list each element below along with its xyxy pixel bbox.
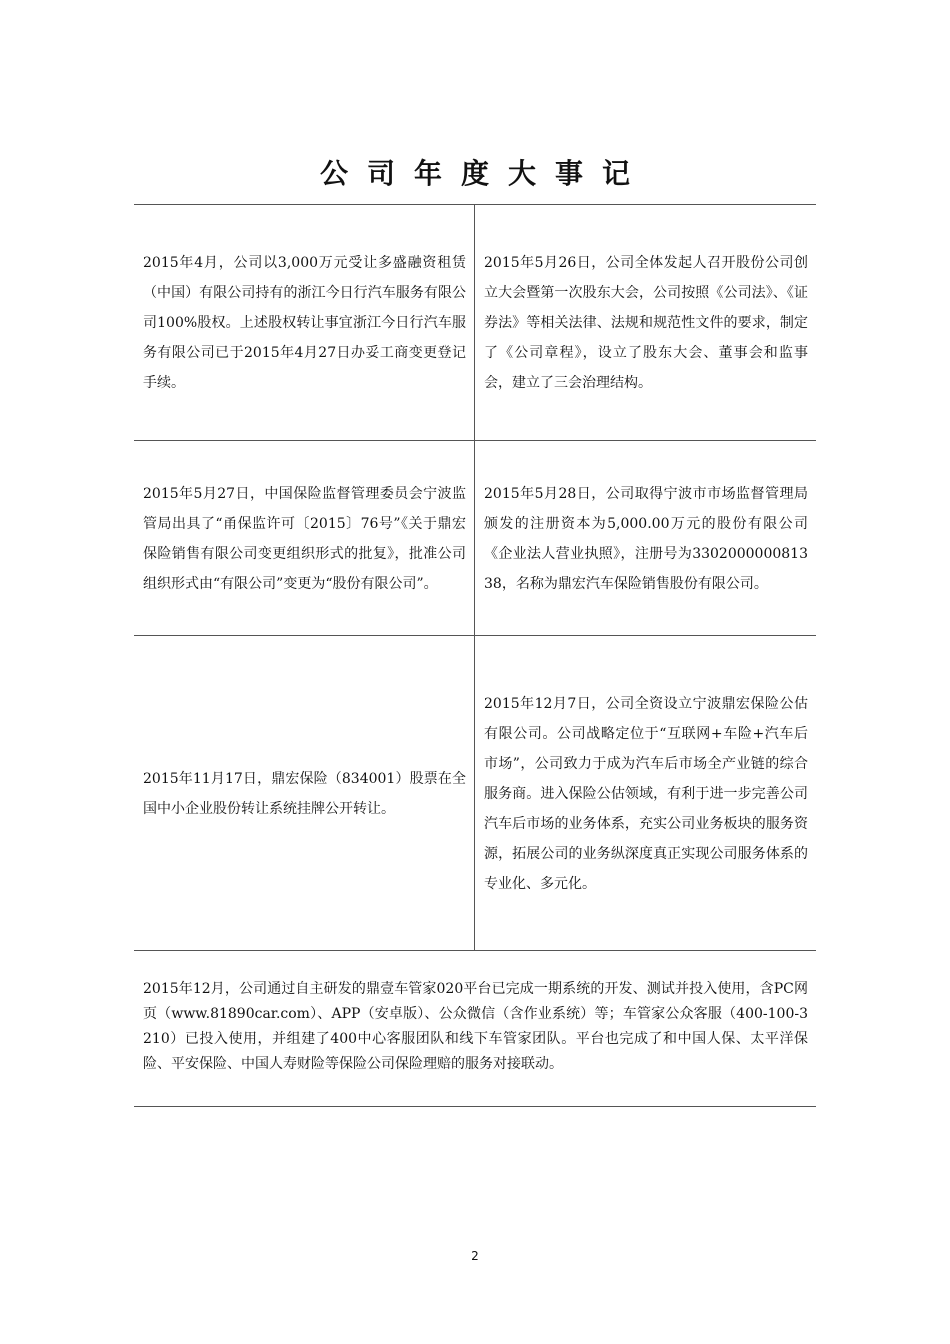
table-row xyxy=(134,951,816,1107)
table-row xyxy=(134,205,816,441)
event-cell-2015-11-17: 2015年11月17日，鼎宏保险（834001）股票在全国中小企业股份转让系统挂牌公开转让。 xyxy=(134,636,475,951)
table-row xyxy=(134,441,816,636)
page-title: 公司年度大事记 xyxy=(319,157,649,190)
events-table xyxy=(134,204,816,1107)
event-cell-2015-12: 2015年12月，公司通过自主研发的鼎壹车管家020平台已完成一期系统的开发、测试并投入使用，含PC网页（www.81890car.com）、APP（安卓版）、公众微信（含作业系统）等；车管家公众客服（400-100-3210）已投入使用，并组建了400中心客服团队和线下车管家团队。平台也完成了和中国人保、太平洋保险、平安保险、中国人寿财险等保险公司保险理赔的服务对接联动。 xyxy=(134,951,816,1107)
event-cell-2015-05-27: 2015年5月27日，中国保险监督管理委员会宁波监管局出具了“甬保监许可〔2015〕76号”《关于鼎宏保险销售有限公司变更组织形式的批复》，批准公司组织形式由“有限公司”变更为“股份有限公司”。 xyxy=(134,441,475,636)
table-row xyxy=(134,636,816,951)
page-number: 2 xyxy=(471,1249,479,1263)
event-cell-2015-05-28: 2015年5月28日，公司取得宁波市市场监督管理局颁发的注册资本为5,000.00万元的股份有限公司《企业法人营业执照》，注册号为330200000081338，名称为鼎宏汽车保险销售股份有限公司。 xyxy=(475,441,817,636)
event-cell-2015-05-26: 2015年5月26日，公司全体发起人召开股份公司创立大会暨第一次股东大会，公司按照《公司法》、《证券法》等相关法律、法规和规范性文件的要求，制定了《公司章程》，设立了股东大会、董事会和监事会，建立了三会治理结构。 xyxy=(475,205,817,441)
event-cell-2015-04: 2015年4月，公司以3,000万元受让多盛融资租赁（中国）有限公司持有的浙江今日行汽车服务有限公司100%股权。上述股权转让事宜浙江今日行汽车服务有限公司已于2015年4月27日办妥工商变更登记手续。 xyxy=(134,205,475,441)
event-cell-2015-12-07: 2015年12月7日，公司全资设立宁波鼎宏保险公估有限公司。公司战略定位于“互联网+车险+汽车后市场”，公司致力于成为汽车后市场全产业链的综合服务商。进入保险公估领域，有利于进一步完善公司汽车后市场的业务体系，充实公司业务板块的服务资源，拓展公司的业务纵深度真正实现公司服务体系的专业化、多元化。 xyxy=(475,636,817,951)
